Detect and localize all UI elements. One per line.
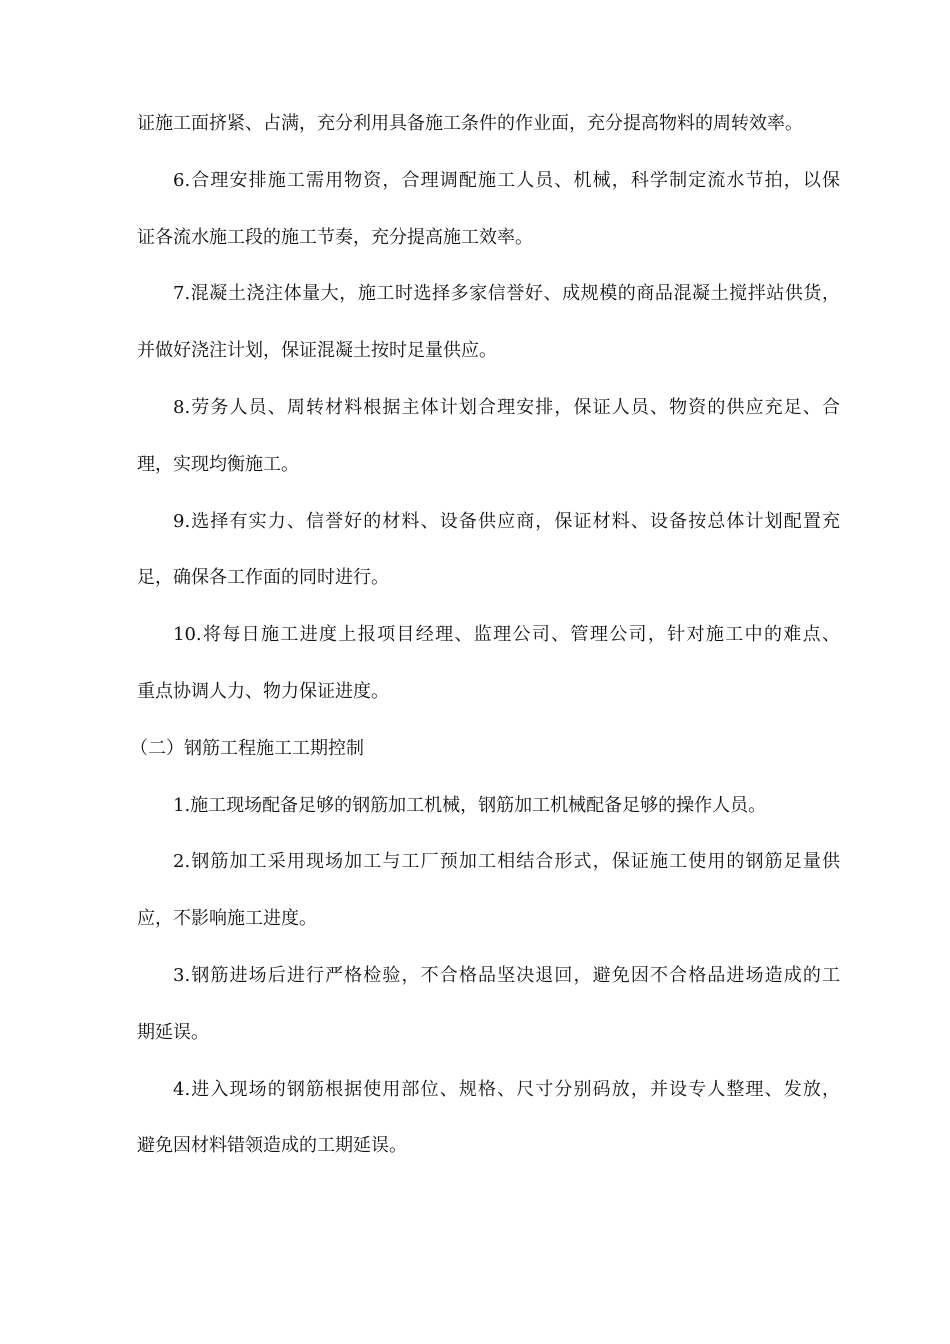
text-line-6: 8.劳务人员、周转材料根据主体计划合理安排，保证人员、物资的供应充足、合	[173, 396, 840, 418]
text-line-3: 证各流水施工段的施工节奏，充分提高施工效率。	[137, 226, 533, 248]
document-body	[130, 104, 840, 1183]
text-line-16: 3.钢筋进场后进行严格检验，不合格品坚决退回，避免因不合格品进场造成的工	[173, 964, 840, 986]
section-heading: （二）钢筋工程施工工期控制	[130, 737, 364, 759]
text-line-14: 2.钢筋加工采用现场加工与工厂预加工相结合形式，保证施工使用的钢筋足量供	[173, 851, 840, 873]
text-line-18: 4.进入现场的钢筋根据使用部位、规格、尺寸分别码放，并设专人整理、发放，	[173, 1078, 840, 1100]
text-line-19: 避免因材料错领造成的工期延误。	[137, 1135, 407, 1157]
text-line-1: 证施工面挤紧、占满，充分利用具备施工条件的作业面，充分提高物料的周转效率。	[137, 113, 803, 134]
text-line-13: 1.施工现场配备足够的钢筋加工机械，钢筋加工机械配备足够的操作人员。	[173, 794, 767, 816]
text-line-8: 9.选择有实力、信誉好的材料、设备供应商，保证材料、设备按总体计划配置充	[173, 510, 840, 532]
text-line-5: 并做好浇注计划，保证混凝土按时足量供应。	[137, 340, 497, 362]
text-line-10: 10.将每日施工进度上报项目经理、监理公司、管理公司，针对施工中的难点、	[173, 624, 840, 646]
text-line-15: 应，不影响施工进度。	[137, 908, 317, 930]
text-line-17: 期延误。	[137, 1021, 209, 1043]
text-line-11: 重点协调人力、物力保证进度。	[137, 680, 389, 702]
text-line-7: 理，实现均衡施工。	[137, 453, 299, 475]
text-line-4: 7.混凝土浇注体量大，施工时选择多家信誉好、成规模的商品混凝土搅拌站供货，	[173, 283, 840, 305]
text-line-9: 足，确保各工作面的同时进行。	[137, 567, 389, 589]
text-line-2: 6.合理安排施工需用物资，合理调配施工人员、机械，科学制定流水节拍，以保	[173, 169, 840, 191]
